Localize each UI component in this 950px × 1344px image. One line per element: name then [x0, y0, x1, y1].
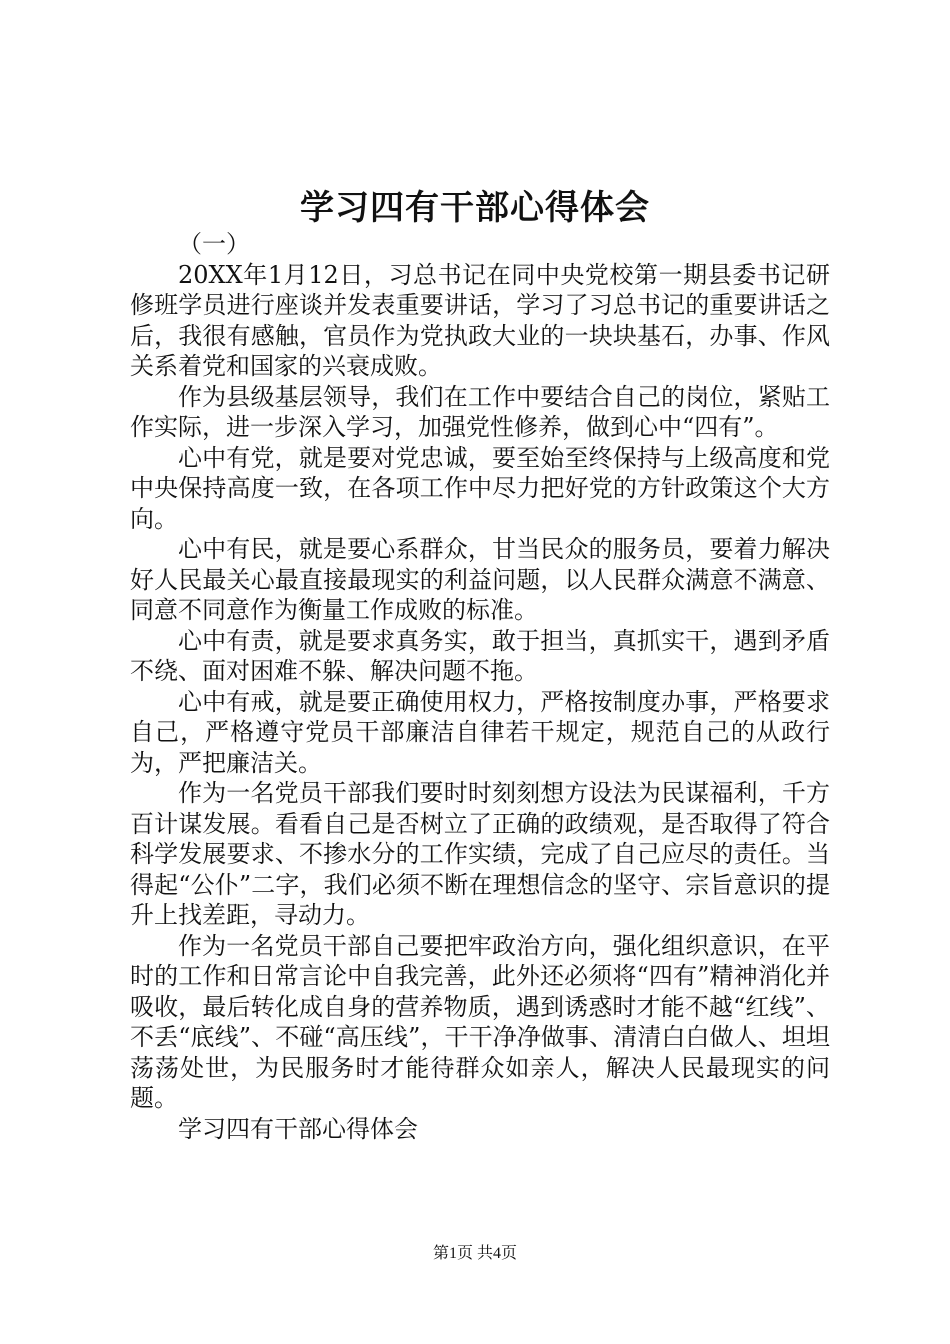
paragraph-section-number: （一）: [178, 230, 250, 258]
paragraph-responsibility: 心中有责，就是要求真务实，敢于担当，真抓实干，遇到矛盾不绕、面对困难不躲、解决问题不拖。: [130, 626, 830, 685]
paragraph-intro: 20XX年1月12日，习总书记在同中央党校第一期县委书记研修班学员进行座谈并发表重要讲话，学习了习总书记的重要讲话之后，我很有感触，官员作为党执政大业的一块块基石，办事、作风关系着党和国家的兴衰成败。: [130, 260, 830, 380]
page-footer: 第1页 共4页: [432, 1245, 517, 1262]
document-title: 学习四有干部心得体会: [300, 188, 650, 228]
paragraph-welfare: 作为一名党员干部我们要时时刻刻想方设法为民谋福利，千方百计谋发展。看看自己是否树立了正确的政绩观，是否取得了符合科学发展要求、不掺水分的工作实绩，完成了自己应尽的责任。当得起“公仆”二字，我们必须不断在理想信念的坚守、宗旨意识的提升上找差距，寻动力。: [130, 779, 830, 929]
paragraph-discipline: 心中有戒，就是要正确使用权力，严格按制度办事，严格要求自己，严格遵守党员干部廉洁自律若干规定，规范自己的从政行为，严把廉洁关。: [130, 687, 830, 777]
document-body: [130, 229, 830, 1144]
paragraph-closing-heading: 学习四有干部心得体会: [178, 1114, 418, 1143]
paragraph-political-direction: 作为一名党员干部自己要把牢政治方向，强化组织意识，在平时的工作和日常言论中自我完善，此外还必须将“四有”精神消化并吸收，最后转化成自身的营养物质，遇到诱惑时才能不越“红线”、不丢“底线”、不碰“高压线”，干干净净做事、清清白白做人、坦坦荡荡处世，为民服务时才能待群众如亲人，解决人民最现实的问题。: [130, 931, 830, 1112]
paragraph-party: 心中有党，就是要对党忠诚，要至始至终保持与上级高度和党中央保持高度一致，在各项工作中尽力把好党的方针政策这个大方向。: [130, 443, 830, 533]
paragraph-people: 心中有民，就是要心系群众，甘当民众的服务员，要着力解决好人民最关心最直接最现实的利益问题，以人民群众满意不满意、同意不同意作为衡量工作成败的标准。: [130, 535, 830, 624]
paragraph-four-haves: 作为县级基层领导，我们在工作中要结合自己的岗位，紧贴工作实际，进一步深入学习，加强党性修养，做到心中“四有”。: [130, 382, 830, 441]
